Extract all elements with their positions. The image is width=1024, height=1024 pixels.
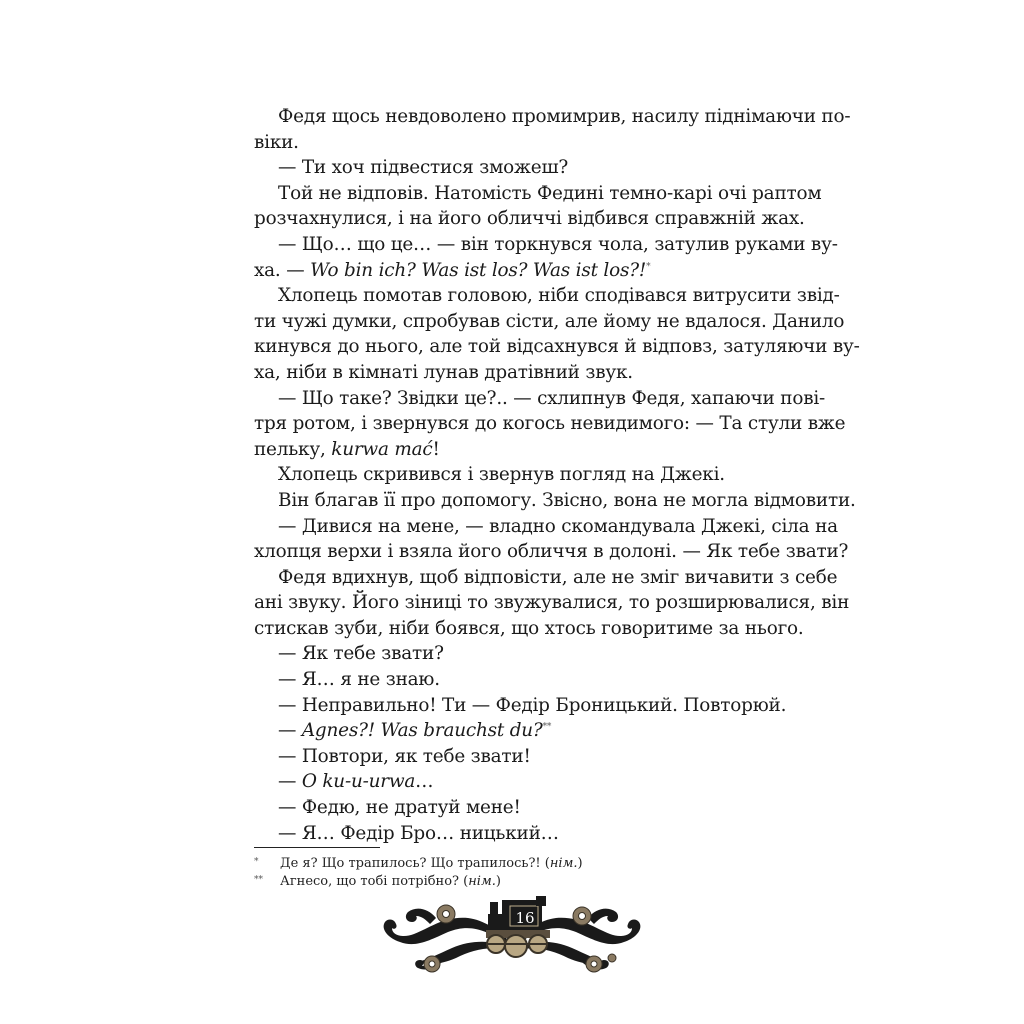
footnote-ref: ** [542,722,552,733]
text-line: — Повтори, як тебе звати! [278,745,531,767]
paragraph [254,386,846,463]
text-line: — Що таке? Звідки це?.. — схлипнув Федя, хапаючи пові- [278,387,826,409]
text-run: … [415,771,434,793]
text-line: Хлопець помотав головою, ніби сподівався витрусити звід- [278,285,840,307]
paragraph [254,283,860,385]
paragraph [254,462,796,488]
text-line: — Дивися на мене, — владно скомандувала Джекі, сіла на [278,515,838,537]
text-line: ані звуку. Його зіниці то звужувалися, то розширювалися, він [254,592,850,614]
page-number: 16 [515,909,535,927]
paragraph [254,769,796,795]
paragraph [254,667,796,693]
footnote-text: Агнесо, що тобі потрібно? ( [280,874,469,889]
paragraph [254,155,796,181]
text-line: стискав зуби, ніби боявся, що хтось говоритиме за нього. [254,617,804,639]
paragraph [254,232,838,283]
paragraph [254,181,822,232]
paragraph [254,514,849,565]
text-line: розчахнулися, і на його обличчі відбився справжній жах. [254,208,805,230]
text-line: кинувся до нього, але той відсахнувся й відповз, затуляючи ву- [254,336,860,358]
text-line: ти чужі думки, спробував сісти, але йому не вдалося. Данило [254,310,845,332]
footnote-end: ) [577,856,583,871]
paragraph [254,795,796,821]
text-line: Він благав її про допомогу. Звісно, вона не могла відмовити. [278,489,856,511]
footnote-lang: нім. [468,874,496,889]
text-run: — [278,771,302,793]
text-line: — Я… я не знаю. [278,669,440,691]
paragraph [254,718,796,744]
text-line: — Ти хоч підвестися зможеш? [278,157,568,179]
footnotes [254,855,774,891]
paragraph [254,565,850,642]
footnote [254,855,774,873]
text-line [254,769,796,795]
footnote-divider [254,847,380,848]
german-phrase: Wo bin ich? Was ist los? Was ist los?! [310,259,647,281]
text-line [254,437,796,463]
paragraph [254,641,796,667]
text-line: — Федю, не дратуй мене! [278,797,521,819]
german-phrase: Agnes?! Was brauchst du? [301,720,543,742]
text-line: — Неправильно! Ти — Федір Броницький. Повторюй. [278,694,787,716]
paragraph [254,488,856,514]
footnote-mark: * [254,857,259,867]
text-line: — Як тебе звати? [278,643,444,665]
text-run: — [278,720,302,742]
steampunk-ornament [376,888,648,978]
text-line: Той не відповів. Натомість Федині темно-карі очі раптом [278,182,822,204]
text-line: ха, ніби в кімнаті лунав дратівний звук. [254,361,633,383]
text-line [254,718,796,744]
text-line: тря ротом, і звернувся до когось невидимого: — Та стули вже [254,413,846,435]
footnote-text: Де я? Що трапилось? Що трапилось?! ( [280,856,550,871]
polish-phrase: O ku-u-urwa [301,771,416,793]
text-line: — Що… що це… — він торкнувся чола, затулив руками ву- [278,233,838,255]
footnote-end: ) [495,874,501,889]
text-run: ! [432,438,440,460]
text-line: хлопця верхи і взяла його обличчя в долоні. — Як тебе звати? [254,541,849,563]
paragraph [254,744,796,770]
text-run: ха. — [254,259,311,281]
text-line: Федя вдихнув, щоб відповісти, але не зміг вичавити з себе [278,566,838,588]
text-line: Федя щось невдоволено промимрив, насилу піднімаючи по- [278,106,851,127]
footnote-mark: ** [254,875,263,885]
text-run: пельку, [254,438,332,460]
text-line: Хлопець скривився і звернув погляд на Джекі. [278,464,725,486]
paragraph [254,104,851,155]
text-line: — Я… Федір Бро… ницький… [278,822,559,844]
text-line [254,258,796,284]
paragraph [254,693,796,719]
body-text [254,104,860,846]
polish-phrase: kurwa mać [331,438,433,460]
footnote-lang: нім. [549,856,578,871]
text-line: віки. [254,131,299,153]
footnote-ref: * [646,261,651,272]
paragraph [254,821,796,847]
